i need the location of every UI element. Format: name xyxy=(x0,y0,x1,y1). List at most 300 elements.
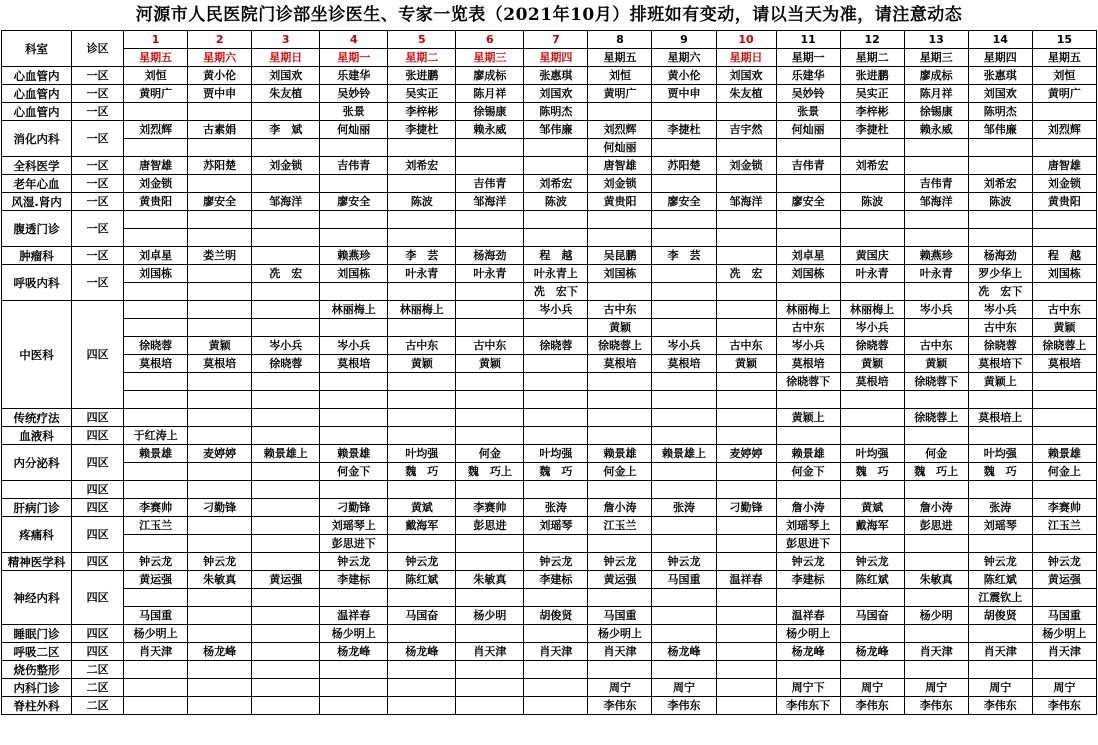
date-header: 3 xyxy=(252,31,320,49)
doctor-cell xyxy=(968,139,1032,157)
doctor-cell: 徐晓蓉 xyxy=(124,337,188,355)
doctor-cell: 黄颖 xyxy=(588,319,652,337)
doctor-cell: 邹伟廉 xyxy=(524,121,588,139)
doctor-cell xyxy=(716,319,776,337)
doctor-cell xyxy=(124,409,188,427)
doctor-cell: 古中东 xyxy=(1032,301,1096,319)
doctor-cell xyxy=(388,391,456,409)
doctor-cell xyxy=(252,499,320,517)
doctor-cell xyxy=(456,211,524,229)
doctor-cell xyxy=(124,283,188,301)
doctor-cell: 黄颖上 xyxy=(776,409,840,427)
doctor-cell: 朱敏真 xyxy=(188,571,252,589)
doctor-cell: 李梓彬 xyxy=(840,103,904,121)
zone-cell: 四区 xyxy=(72,499,124,517)
doctor-cell: 廖安全 xyxy=(776,193,840,211)
doctor-cell: 于红涛上 xyxy=(124,427,188,445)
doctor-cell: 魏 巧 xyxy=(388,463,456,481)
doctor-cell: 张涛 xyxy=(524,499,588,517)
doctor-cell xyxy=(124,211,188,229)
doctor-cell: 钟云龙 xyxy=(1032,553,1096,571)
table-row xyxy=(2,445,1097,463)
doctor-cell xyxy=(588,589,652,607)
doctor-cell: 李伟东 xyxy=(968,697,1032,715)
doctor-cell: 李 斌 xyxy=(252,121,320,139)
doctor-cell xyxy=(652,175,716,193)
doctor-cell: 徐晓蓉 xyxy=(840,337,904,355)
table-row xyxy=(2,337,1097,355)
doctor-cell: 刘瑶琴上 xyxy=(776,517,840,535)
doctor-cell: 林丽梅上 xyxy=(840,301,904,319)
table-row xyxy=(2,373,1097,391)
table-row xyxy=(2,409,1097,427)
doctor-cell xyxy=(252,427,320,445)
doctor-cell xyxy=(388,211,456,229)
doctor-cell: 莫根培 xyxy=(320,355,388,373)
doctor-cell: 廖安全 xyxy=(320,193,388,211)
doctor-cell: 刘希宏 xyxy=(524,175,588,193)
doctor-cell xyxy=(252,373,320,391)
doctor-cell xyxy=(1032,103,1096,121)
doctor-cell: 赖景雄上 xyxy=(252,445,320,463)
doctor-cell: 刘恒 xyxy=(124,67,188,85)
zone-cell: 四区 xyxy=(72,445,124,481)
doctor-cell xyxy=(840,229,904,247)
doctor-cell: 彭思进下 xyxy=(776,535,840,553)
doctor-cell: 黄贵阳 xyxy=(588,193,652,211)
doctor-cell: 吴实正 xyxy=(388,85,456,103)
doctor-cell xyxy=(456,481,524,499)
doctor-cell: 黄运强 xyxy=(1032,571,1096,589)
doctor-cell: 廖成标 xyxy=(456,67,524,85)
doctor-cell: 麦婷婷 xyxy=(188,445,252,463)
weekday-header: 星期日 xyxy=(716,49,776,67)
doctor-cell xyxy=(320,283,388,301)
doctor-cell xyxy=(456,553,524,571)
doctor-cell: 刘金锁 xyxy=(1032,175,1096,193)
doctor-cell xyxy=(716,661,776,679)
doctor-cell xyxy=(188,391,252,409)
doctor-cell: 周宁 xyxy=(968,679,1032,697)
doctor-cell: 莫根培 xyxy=(652,355,716,373)
doctor-cell: 徐晓蓉上 xyxy=(904,409,968,427)
doctor-cell: 莫根培 xyxy=(588,355,652,373)
doctor-cell: 黄明广 xyxy=(124,85,188,103)
doctor-cell: 肖天津 xyxy=(524,643,588,661)
doctor-cell xyxy=(188,607,252,625)
doctor-cell: 陈红斌 xyxy=(968,571,1032,589)
doctor-cell: 叶永青 xyxy=(840,265,904,283)
weekday-header: 星期六 xyxy=(652,49,716,67)
doctor-cell: 钟云龙 xyxy=(388,553,456,571)
doctor-cell: 朱敏真 xyxy=(904,571,968,589)
doctor-cell: 周宁 xyxy=(1032,679,1096,697)
doctor-cell: 黄明广 xyxy=(588,85,652,103)
doctor-cell: 钟云龙 xyxy=(968,553,1032,571)
doctor-cell: 黄颖 xyxy=(716,355,776,373)
doctor-cell: 古中东 xyxy=(716,337,776,355)
doctor-cell xyxy=(904,283,968,301)
doctor-cell xyxy=(388,139,456,157)
doctor-cell: 莫根培下 xyxy=(968,355,1032,373)
doctor-cell xyxy=(188,535,252,553)
doctor-cell: 张涛 xyxy=(652,499,716,517)
doctor-cell: 徐锡康 xyxy=(456,103,524,121)
doctor-cell xyxy=(320,139,388,157)
doctor-cell xyxy=(124,229,188,247)
weekday-header: 星期一 xyxy=(320,49,388,67)
doctor-cell xyxy=(716,463,776,481)
doctor-cell xyxy=(388,535,456,553)
doctor-cell: 魏 巧 xyxy=(968,463,1032,481)
doctor-cell xyxy=(1032,661,1096,679)
doctor-cell: 徐晓蓉下 xyxy=(904,373,968,391)
doctor-cell xyxy=(776,283,840,301)
doctor-cell: 张景 xyxy=(320,103,388,121)
doctor-cell xyxy=(840,211,904,229)
doctor-cell: 林丽梅上 xyxy=(776,301,840,319)
doctor-cell xyxy=(252,481,320,499)
doctor-cell: 彭思进 xyxy=(456,517,524,535)
table-row xyxy=(2,427,1097,445)
doctor-cell: 钟云龙 xyxy=(776,553,840,571)
date-header: 14 xyxy=(968,31,1032,49)
doctor-cell xyxy=(524,355,588,373)
table-row xyxy=(2,229,1097,247)
doctor-cell: 何金下 xyxy=(320,463,388,481)
doctor-cell: 莫根培上 xyxy=(968,409,1032,427)
doctor-cell: 古素娟 xyxy=(188,121,252,139)
doctor-cell: 温祥春 xyxy=(716,571,776,589)
doctor-cell xyxy=(716,139,776,157)
doctor-cell: 赖景雄 xyxy=(588,445,652,463)
doctor-cell: 唐智雄 xyxy=(1032,157,1096,175)
weekday-header: 星期三 xyxy=(456,49,524,67)
doctor-cell: 冼 宏 xyxy=(716,265,776,283)
doctor-cell: 徐晓蓉上 xyxy=(1032,337,1096,355)
weekday-header: 星期五 xyxy=(124,49,188,67)
doctor-cell xyxy=(968,157,1032,175)
doctor-cell: 刘国欢 xyxy=(716,67,776,85)
weekday-header: 星期五 xyxy=(588,49,652,67)
doctor-cell: 唐智雄 xyxy=(588,157,652,175)
date-header: 1 xyxy=(124,31,188,49)
zone-cell: 一区 xyxy=(72,67,124,85)
table-row xyxy=(2,283,1097,301)
doctor-cell: 肖天津 xyxy=(904,643,968,661)
schedule-body xyxy=(2,31,1097,715)
doctor-cell xyxy=(124,103,188,121)
doctor-cell xyxy=(716,517,776,535)
doctor-cell: 江震钦上 xyxy=(968,589,1032,607)
doctor-cell xyxy=(320,175,388,193)
doctor-cell xyxy=(388,625,456,643)
dept-cell: 血液科 xyxy=(2,427,72,445)
doctor-cell: 杨少明上 xyxy=(320,625,388,643)
doctor-cell: 钟云龙 xyxy=(524,553,588,571)
doctor-cell xyxy=(524,661,588,679)
doctor-cell xyxy=(776,427,840,445)
doctor-cell xyxy=(840,283,904,301)
doctor-cell xyxy=(388,589,456,607)
doctor-cell xyxy=(904,427,968,445)
doctor-cell xyxy=(188,373,252,391)
header-date-row xyxy=(2,31,1097,49)
doctor-cell: 魏 巧上 xyxy=(456,463,524,481)
doctor-cell xyxy=(652,391,716,409)
table-row xyxy=(2,625,1097,643)
table-row xyxy=(2,121,1097,139)
doctor-cell xyxy=(124,373,188,391)
doctor-cell: 刘国栋 xyxy=(588,265,652,283)
dept-cell: 睡眠门诊 xyxy=(2,625,72,643)
doctor-cell xyxy=(716,553,776,571)
doctor-cell: 杨龙峰 xyxy=(840,643,904,661)
doctor-cell: 叶均强 xyxy=(524,445,588,463)
doctor-cell: 徐锡康 xyxy=(904,103,968,121)
doctor-cell: 魏 巧上 xyxy=(904,463,968,481)
doctor-cell xyxy=(716,229,776,247)
doctor-cell: 黄斌 xyxy=(388,499,456,517)
doctor-cell: 马国重 xyxy=(588,607,652,625)
doctor-cell xyxy=(456,679,524,697)
doctor-cell xyxy=(652,103,716,121)
table-row xyxy=(2,355,1097,373)
table-row xyxy=(2,211,1097,229)
doctor-cell: 吴妙铃 xyxy=(320,85,388,103)
doctor-cell xyxy=(1032,139,1096,157)
table-row xyxy=(2,679,1097,697)
dept-cell: 呼吸二区 xyxy=(2,643,72,661)
dept-cell: 老年心血 xyxy=(2,175,72,193)
doctor-cell: 黄运强 xyxy=(124,571,188,589)
doctor-cell xyxy=(968,427,1032,445)
zone-cell: 四区 xyxy=(72,625,124,643)
doctor-cell xyxy=(124,463,188,481)
doctor-cell xyxy=(840,535,904,553)
table-row xyxy=(2,643,1097,661)
doctor-cell xyxy=(320,391,388,409)
doctor-cell: 吉宇然 xyxy=(716,121,776,139)
doctor-cell: 周宁下 xyxy=(776,679,840,697)
doctor-cell: 陈月祥 xyxy=(456,85,524,103)
doctor-cell: 刘卓星 xyxy=(776,247,840,265)
doctor-cell: 苏阳楚 xyxy=(188,157,252,175)
doctor-cell: 黄贵阳 xyxy=(1032,193,1096,211)
doctor-cell xyxy=(904,211,968,229)
date-header: 6 xyxy=(456,31,524,49)
doctor-cell xyxy=(716,679,776,697)
doctor-cell xyxy=(188,265,252,283)
zone-cell: 四区 xyxy=(72,409,124,427)
zone-cell: 一区 xyxy=(72,121,124,157)
doctor-cell xyxy=(1032,373,1096,391)
doctor-cell xyxy=(776,175,840,193)
doctor-cell: 陈波 xyxy=(840,193,904,211)
doctor-cell: 岑小兵 xyxy=(776,337,840,355)
doctor-cell xyxy=(252,517,320,535)
zone-cell: 一区 xyxy=(72,193,124,211)
doctor-cell: 彭思进下 xyxy=(320,535,388,553)
date-header: 4 xyxy=(320,31,388,49)
doctor-cell: 徐晓蓉上 xyxy=(588,337,652,355)
dept-cell: 精神医学科 xyxy=(2,553,72,571)
doctor-cell: 冼 宏 xyxy=(252,265,320,283)
doctor-cell xyxy=(252,697,320,715)
doctor-cell: 钟云龙 xyxy=(188,553,252,571)
doctor-cell xyxy=(388,661,456,679)
doctor-cell: 李建标 xyxy=(320,571,388,589)
doctor-cell: 徐晓蓉下 xyxy=(776,373,840,391)
doctor-cell xyxy=(456,229,524,247)
doctor-cell: 周宁 xyxy=(840,679,904,697)
doctor-cell: 黄斌 xyxy=(840,499,904,517)
doctor-cell xyxy=(1032,535,1096,553)
doctor-cell xyxy=(652,517,716,535)
doctor-cell xyxy=(588,283,652,301)
doctor-cell xyxy=(840,661,904,679)
zone-cell: 二区 xyxy=(72,697,124,715)
doctor-cell: 程 越 xyxy=(524,247,588,265)
doctor-cell xyxy=(320,661,388,679)
doctor-cell xyxy=(652,301,716,319)
doctor-cell xyxy=(716,607,776,625)
doctor-cell xyxy=(588,535,652,553)
doctor-cell xyxy=(456,373,524,391)
dept-cell: 肿瘤科 xyxy=(2,247,72,265)
doctor-cell: 杨少明上 xyxy=(776,625,840,643)
doctor-cell: 江玉兰 xyxy=(588,517,652,535)
doctor-cell xyxy=(456,427,524,445)
doctor-cell: 苏阳楚 xyxy=(652,157,716,175)
doctor-cell xyxy=(456,391,524,409)
doctor-cell: 黄颖上 xyxy=(968,373,1032,391)
doctor-cell xyxy=(252,103,320,121)
doctor-cell xyxy=(188,463,252,481)
doctor-cell xyxy=(716,697,776,715)
doctor-cell xyxy=(124,301,188,319)
doctor-cell: 古中东 xyxy=(588,301,652,319)
doctor-cell: 李伟东 xyxy=(588,697,652,715)
doctor-cell: 李梓彬 xyxy=(388,103,456,121)
doctor-cell: 黄贵阳 xyxy=(124,193,188,211)
doctor-cell: 廖安全 xyxy=(652,193,716,211)
doctor-cell xyxy=(840,589,904,607)
doctor-cell xyxy=(124,697,188,715)
doctor-cell: 莫根培 xyxy=(776,355,840,373)
doctor-cell xyxy=(652,229,716,247)
doctor-cell xyxy=(188,679,252,697)
doctor-cell xyxy=(124,391,188,409)
weekday-header: 星期四 xyxy=(524,49,588,67)
doctor-cell xyxy=(252,463,320,481)
doctor-cell: 刁勤锋 xyxy=(188,499,252,517)
dept-cell xyxy=(2,481,72,499)
doctor-cell xyxy=(320,373,388,391)
page-title: 河源市人民医院门诊部坐诊医生、专家一览表（2021年10月）排班如有变动，请以当天为准，请注意动态 xyxy=(135,5,963,25)
doctor-cell: 李 芸 xyxy=(652,247,716,265)
doctor-cell xyxy=(456,319,524,337)
doctor-cell: 戴海军 xyxy=(840,517,904,535)
doctor-cell: 岑小兵 xyxy=(904,301,968,319)
zone-cell: 四区 xyxy=(72,481,124,499)
doctor-cell: 邹伟廉 xyxy=(968,121,1032,139)
doctor-cell xyxy=(124,661,188,679)
doctor-cell xyxy=(716,211,776,229)
doctor-cell: 刘金锁 xyxy=(588,175,652,193)
doctor-cell xyxy=(904,589,968,607)
doctor-cell: 何灿丽 xyxy=(776,121,840,139)
date-header: 11 xyxy=(776,31,840,49)
doctor-cell xyxy=(456,535,524,553)
doctor-cell: 岑小兵 xyxy=(252,337,320,355)
doctor-cell xyxy=(252,319,320,337)
table-row xyxy=(2,301,1097,319)
doctor-cell: 杨海劲 xyxy=(968,247,1032,265)
doctor-cell xyxy=(188,481,252,499)
zone-cell: 四区 xyxy=(72,553,124,571)
doctor-cell: 江玉兰 xyxy=(1032,517,1096,535)
doctor-cell xyxy=(652,211,716,229)
doctor-cell xyxy=(716,643,776,661)
date-header: 12 xyxy=(840,31,904,49)
doctor-cell: 岑小兵 xyxy=(652,337,716,355)
doctor-cell xyxy=(588,229,652,247)
doctor-cell: 温祥春 xyxy=(320,607,388,625)
doctor-cell xyxy=(716,373,776,391)
doctor-cell: 杨海劲 xyxy=(456,247,524,265)
doctor-cell: 何金 xyxy=(456,445,524,463)
doctor-cell xyxy=(776,661,840,679)
doctor-cell: 莫根培 xyxy=(1032,355,1096,373)
doctor-cell xyxy=(904,481,968,499)
doctor-cell: 赖燕珍 xyxy=(320,247,388,265)
doctor-cell xyxy=(252,211,320,229)
doctor-cell: 陈波 xyxy=(388,193,456,211)
doctor-cell: 黄颖 xyxy=(456,355,524,373)
doctor-cell: 杨龙峰 xyxy=(652,643,716,661)
doctor-cell xyxy=(252,625,320,643)
doctor-cell: 黄颖 xyxy=(1032,319,1096,337)
doctor-cell xyxy=(188,661,252,679)
doctor-cell: 刘希宏 xyxy=(840,157,904,175)
doctor-cell xyxy=(524,391,588,409)
doctor-cell xyxy=(716,175,776,193)
doctor-cell xyxy=(188,319,252,337)
doctor-cell: 叶均强 xyxy=(968,445,1032,463)
table-row xyxy=(2,517,1097,535)
doctor-cell: 朱友植 xyxy=(716,85,776,103)
doctor-cell: 刘国栋 xyxy=(124,265,188,283)
doctor-cell xyxy=(652,139,716,157)
doctor-cell xyxy=(252,391,320,409)
doctor-cell: 乐建华 xyxy=(776,67,840,85)
doctor-cell xyxy=(904,535,968,553)
doctor-cell: 刘金锁 xyxy=(124,175,188,193)
doctor-cell: 杨少明上 xyxy=(124,625,188,643)
doctor-cell xyxy=(1032,481,1096,499)
doctor-cell: 黄运强 xyxy=(252,571,320,589)
doctor-cell xyxy=(716,625,776,643)
doctor-cell xyxy=(524,679,588,697)
doctor-cell: 肖天津 xyxy=(968,643,1032,661)
doctor-cell xyxy=(252,643,320,661)
zone-cell: 四区 xyxy=(72,643,124,661)
doctor-cell xyxy=(904,553,968,571)
table-row xyxy=(2,571,1097,589)
weekday-header: 星期二 xyxy=(840,49,904,67)
doctor-cell xyxy=(252,175,320,193)
